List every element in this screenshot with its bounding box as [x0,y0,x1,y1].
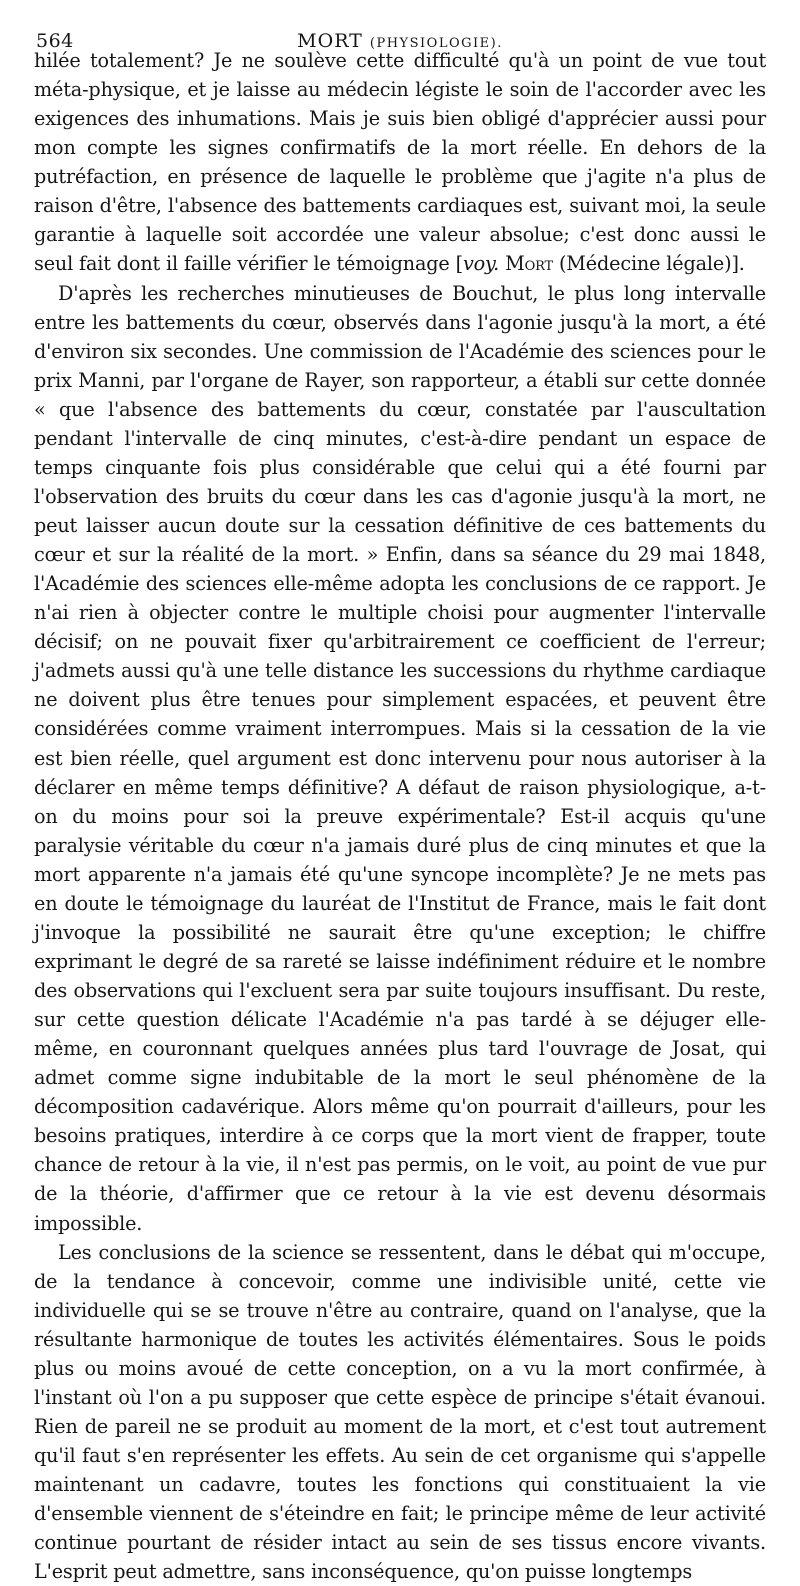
paragraph: Les conclusions de la science se ressentent, dans le débat qui m'occupe, de la tendance à concevoir, comme une indivisible unité, cette vie individuelle qui se se trouve n'être au contraire, quand on l'analyse, que la résultante harmonique de toutes les activités élémentaires. Sous le poids plus ou moins avoué de cette conception, on a vu la mort confirmée, à l'instant où l'on a pu supposer que cette espèce de principe s'était évanoui. Rien de pareil ne se produit au moment de la mort, et c'est tout autrement qu'il faut s'en représenter les effets. Au sein de cet organisme qui s'appelle maintenant un cadavre, toutes les fonctions qui constituaient la vie d'ensemble viennent de s'éteindre en fait; le principe même de leur activité continue pourtant de résider intact au sein de ses tissus encore vivants. L'esprit peut admettre, sans inconséquence, qu'on puisse longtemps [34,1240,766,1584]
xref-open: [ [455,252,463,276]
xref-voy: voy. [462,252,500,276]
running-head-title: MORT [297,30,363,52]
xref-close: ]. [731,252,745,276]
paragraph: D'après les recherches minutieuses de Bouchut, le plus long intervalle entre les battements du cœur, observés dans l'agonie jusqu'à la mort, a été d'environ six secondes. Une commission de l'Académie des sciences pour le prix Manni, par l'organe de Rayer, son rapporteur, a établi sur cette donnée « que l'absence des battements du cœur, constatée par l'auscultation pendant l'intervalle de cinq minutes, c'est-à-dire pendant un espace de temps cinquante fois plus considérable que celui qui a été fourni par l'observation des bruits du cœur dans les cas d'agonie jusqu'à la mort, ne peut laisser aucun doute sur la cessation définitive de ces battements du cœur et sur la réalité de la mort. » Enfin, dans sa séance du 29 mai 1848, l'Académie des sciences elle-même adopta les conclusions de ce rapport. Je n'ai rien à objecter contre le multiple choisi pour augmenter l'intervalle décisif; on ne pouvait fixer qu'arbitrairement ce coefficient de l'erreur; j'admets aussi qu'à une telle distance les successions du rhythme cardiaque ne doivent plus être tenues pour simplement espacées, et peuvent être considérées comme vraiment interrompues. Mais si la cessation de la vie est bien réelle, quel argument est donc intervenu pour nous autoriser à la déclarer en même temps définitive? A défaut de raison physiologique, a-t-on du moins pour soi la preuve expérimentale? Est-il acquis qu'une paralysie véritable du cœur n'a jamais duré plus de cinq minutes et que la mort apparente n'a jamais été qu'une syncope incomplète? Je ne mets pas en doute le témoignage du lauréat de l'Institut de France, mais le fait dont j'invoque la possibilité ne saurait être qu'une exception; le chiffre exprimant le degré de sa rareté se laisse indéfiniment réduire et le nombre des observations qui l'excluent sera par suite toujours insuffisant. Du reste, sur cette question délicate l'Académie n'a pas tardé à se déjuger elle-même, en couronnant quelques années plus tard l'ouvrage de Josat, qui admet comme signe indubitable de la mort le seul phénomène de la décomposition cadavérique. Alors même qu'on pourrait d'ailleurs, pour les besoins pratiques, interdire à ce corps que la mort vient de frapper, toute chance de retour à la vie, il n'est pas permis, on le voit, au point de vue pur de la théorie, d'affirmer que ce retour à la vie est devenu désormais impossible. [34,281,766,1235]
xref-detail: (Médecine légale) [558,252,732,276]
xref-entry: Mort [505,252,554,276]
paragraph-continued [34,46,766,279]
page-body [34,46,766,1586]
running-head [34,30,766,52]
page-header [34,0,766,52]
paragraph-text: hilée totalement? Je ne soulève cette difficulté qu'à un point de vue tout méta-physique, et je laisse au médecin légiste le soin de l'accorder avec les exigences des inhumations. Mais je suis bien obligé d'apprécier aussi pour mon compte les signes confirmatifs de la mort réelle. En dehors de la putréfaction, en présence de laquelle le problème que j'agite n'a plus de raison d'être, l'absence des battements cardiaques est, suivant moi, la seule garantie à laquelle soit accordée une valeur absolue; c'est donc aussi le seul fait dont il faille vérifier le témoignage [34,49,766,276]
page-number: 564 [36,30,74,52]
running-head-subtitle: (PHYSIOLOGIE). [369,36,503,51]
cross-reference [456,252,745,275]
